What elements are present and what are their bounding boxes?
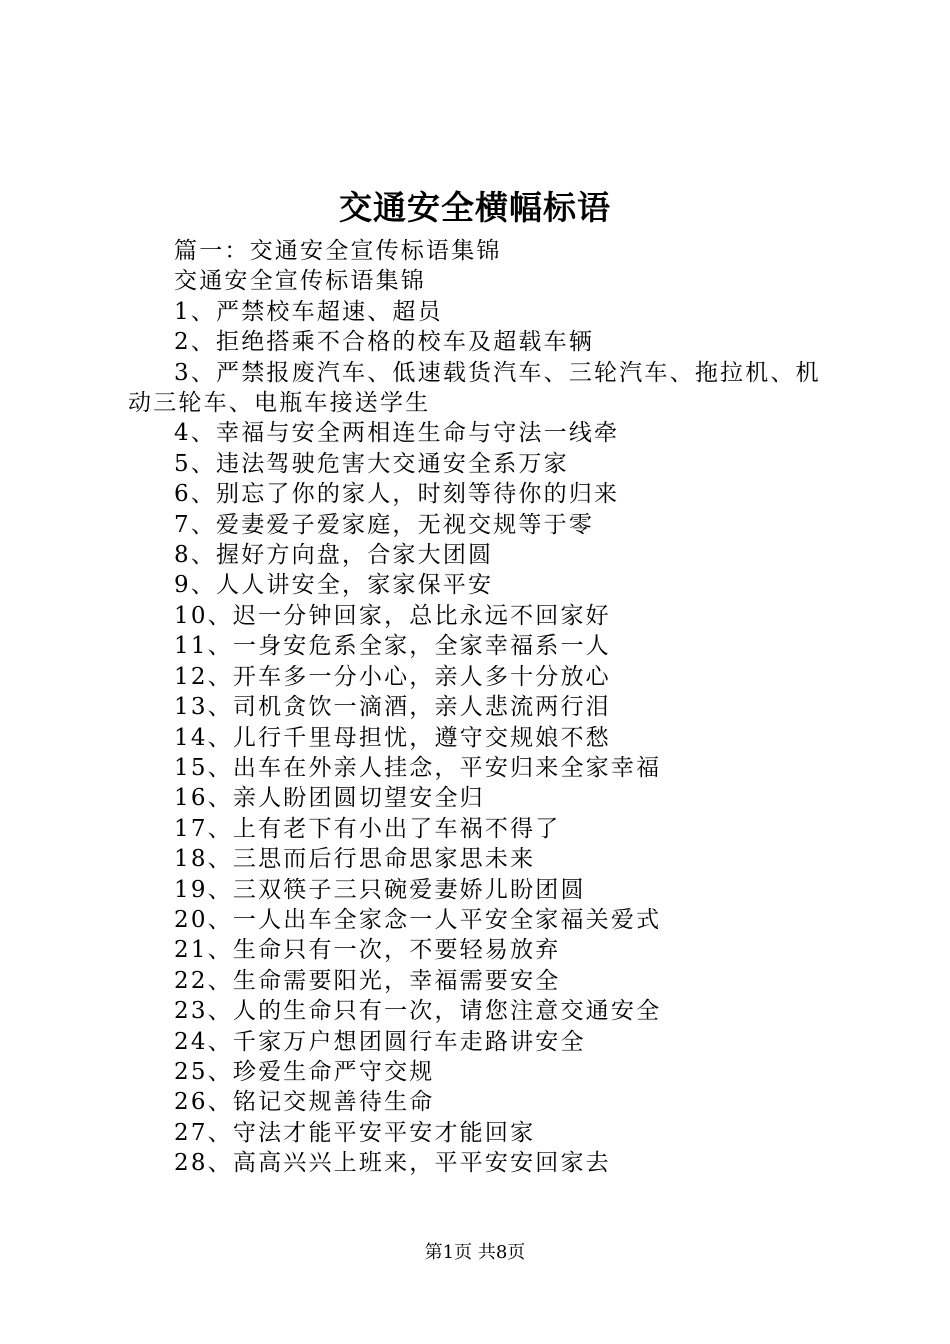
slogan-item: 10、迟一分钟回家，总比永远不回家好: [174, 602, 611, 629]
slogan-item: 5、违法驾驶危害大交通安全系万家: [174, 450, 569, 477]
document-body: [128, 236, 833, 1179]
slogan-item: 7、爱妻爱子爱家庭，无视交规等于零: [174, 511, 595, 538]
slogan-item: 8、握好方向盘，合家大团圆: [174, 542, 494, 569]
slogan-item: 19、三双筷子三只碗爱妻娇儿盼团圆: [174, 876, 586, 903]
slogan-item: 12、开车多一分小心，亲人多十分放心: [174, 663, 611, 690]
slogan-item: 6、别忘了你的家人，时刻等待你的归来: [174, 481, 620, 508]
slogan-item: 25、珍爱生命严守交规: [174, 1058, 435, 1085]
slogan-item: 22、生命需要阳光，幸福需要安全: [174, 967, 561, 994]
slogan-item: 18、三思而后行思命思家思未来: [174, 846, 536, 873]
sub-heading: 交通安全宣传标语集锦: [174, 268, 426, 295]
slogan-item: 16、亲人盼团圆切望安全归: [174, 785, 485, 812]
slogan-item: 13、司机贪饮一滴酒，亲人悲流两行泪: [174, 694, 611, 721]
slogan-item: 27、守法才能平安平安才能回家: [174, 1119, 536, 1146]
slogan-item: 24、千家万户想团圆行车走路讲安全: [174, 1028, 586, 1055]
section-heading: 篇一：交通安全宣传标语集锦: [174, 238, 502, 264]
slogan-item: 23、人的生命只有一次，请您注意交通安全: [174, 998, 662, 1025]
slogan-item: 28、高高兴兴上班来，平平安安回家去: [174, 1150, 611, 1177]
slogan-item: 15、出车在外亲人挂念，平安归来全家幸福: [174, 754, 662, 781]
slogan-item: 1、严禁校车超速、超员: [174, 298, 443, 325]
slogan-item: 9、人人讲安全，家家保平安: [174, 572, 494, 599]
slogan-item: 4、幸福与安全两相连生命与守法一线牵: [174, 420, 620, 447]
slogan-item: 17、上有老下有小出了车祸不得了: [174, 815, 561, 842]
slogan-item: 26、铭记交规善待生命: [174, 1089, 435, 1116]
slogan-item: 14、儿行千里母担忧，遵守交规娘不愁: [174, 724, 611, 751]
slogan-item: 11、一身安危系全家，全家幸福系一人: [174, 633, 611, 660]
slogan-item: 2、拒绝搭乘不合格的校车及超载车辆: [174, 329, 595, 356]
slogan-item: 21、生命只有一次，不要轻易放弃: [174, 937, 561, 964]
slogan-item: 20、一人出车全家念一人平安全家福关爱式: [174, 906, 662, 933]
document-title: 交通安全横幅标语: [339, 188, 611, 227]
slogan-item: 3、严禁报废汽车、低速载货汽车、三轮汽车、拖拉机、机动三轮车、电瓶车接送学生: [128, 359, 821, 417]
page-number-footer: 第1页 共8页: [424, 1242, 526, 1263]
